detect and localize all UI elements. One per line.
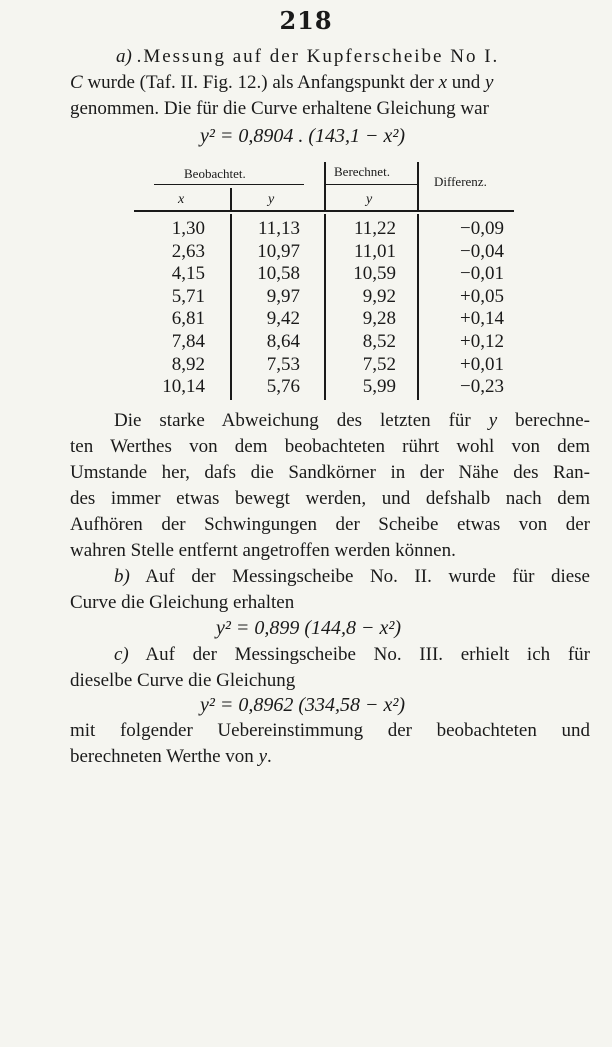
cell-y-calculated: 9,92 <box>362 285 396 307</box>
rule-horizontal-sub <box>154 184 304 185</box>
page-number: 218 <box>279 6 333 35</box>
paragraph-line <box>70 642 590 668</box>
text: Auf der Messingscheibe No. III. erhielt ich für <box>128 644 590 665</box>
cell-x: 6,81 <box>171 308 205 330</box>
label-a: a) <box>116 46 132 67</box>
rule-vertical <box>417 214 419 400</box>
rule-horizontal <box>134 210 514 212</box>
rule-vertical <box>230 188 232 210</box>
variable-y: y <box>485 72 494 93</box>
paragraph-a-line-3: genommen. Die für die Curve erhaltene Gleichung war <box>70 98 489 119</box>
formula-b: y² = 0,899 (144,8 − x²) <box>216 617 402 639</box>
cell-y-observed: 10,58 <box>257 263 300 285</box>
header-y-calculated: y <box>366 192 373 207</box>
cell-x: 2,63 <box>171 240 205 262</box>
header-y-observed: y <box>268 192 275 207</box>
cell-difference: +0,01 <box>460 353 504 375</box>
paragraph-line: mit folgender Uebereinstimmung der beobachteten und <box>70 720 590 741</box>
cell-y-calculated: 10,59 <box>353 263 396 285</box>
paragraph-a <box>70 44 590 122</box>
paragraph-line: des immer etwas bewegt werden, und defshalb nach dem <box>70 488 590 509</box>
paragraph-line <box>70 408 590 434</box>
heading-text: .Messung auf der Kupferscheibe No I. <box>136 46 500 67</box>
cell-y-calculated: 11,22 <box>353 218 396 239</box>
cell-y-calculated: 9,28 <box>362 308 396 330</box>
cell-y-observed: 11,13 <box>257 218 300 239</box>
variable-y: y <box>258 746 267 767</box>
cell-y-observed: 10,97 <box>257 240 300 262</box>
cell-x: 5,71 <box>171 285 205 307</box>
text: und <box>447 72 486 93</box>
cell-difference: +0,05 <box>460 285 504 307</box>
cell-difference: +0,14 <box>460 308 504 330</box>
cell-x: 1,30 <box>171 218 205 239</box>
header-beobachtet: Beobachtet. <box>184 166 246 181</box>
cell-y-observed: 9,42 <box>266 308 300 330</box>
paragraph-line <box>70 564 590 590</box>
paragraph-line: Umstande her, dafs die Sandkörner in der Nähe des Ran- <box>70 462 590 483</box>
cell-difference: −0,01 <box>460 263 504 285</box>
header-berechnet: Berechnet. <box>334 164 390 179</box>
cell-y-observed: 7,53 <box>266 353 300 375</box>
formula-a: y² = 0,8904 . (143,1 − x²) <box>200 125 406 147</box>
label-c: c) <box>114 644 129 665</box>
cell-y-calculated: 5,99 <box>362 376 396 398</box>
cell-x: 8,92 <box>171 353 205 375</box>
cell-y-observed: 5,76 <box>266 376 300 398</box>
paragraph-b <box>70 564 590 616</box>
paragraph-c <box>70 642 590 694</box>
paragraph-line: Aufhören der Schwingungen der Scheibe etwas von der <box>70 514 590 535</box>
text: Auf der Messingscheibe No. II. wurde für diese <box>129 566 590 587</box>
text: berechneten Werthe von <box>70 746 259 767</box>
cell-difference: −0,09 <box>460 218 504 239</box>
cell-x: 7,84 <box>171 331 205 352</box>
rule-vertical <box>324 162 326 210</box>
formula-c: y² = 0,8962 (334,58 − x²) <box>200 694 406 716</box>
cell-x: 4,15 <box>171 263 205 285</box>
text: wurde (Taf. II. Fig. 12.) als Anfangspunkt der <box>82 72 439 93</box>
rule-horizontal-sub <box>324 184 417 185</box>
paragraph-line: ten Werthes von dem beobachteten rührt wohl von dem <box>70 436 590 457</box>
paragraph-line: Curve die Gleichung erhalten <box>70 592 295 613</box>
cell-y-calculated: 8,52 <box>362 331 396 352</box>
label-b: b) <box>114 566 130 587</box>
cell-y-calculated: 11,01 <box>353 240 396 262</box>
paragraph-a-line-1 <box>70 44 590 70</box>
cell-y-calculated: 7,52 <box>362 353 396 375</box>
cell-y-observed: 9,97 <box>266 285 300 307</box>
text: . <box>267 746 272 767</box>
cell-difference: +0,12 <box>460 331 504 352</box>
paragraph-a-line-2 <box>70 70 590 96</box>
text: berechne- <box>497 410 590 431</box>
paragraph-end <box>70 718 590 770</box>
paragraph-line: wahren Stelle entfernt angetroffen werden können. <box>70 540 456 561</box>
text: Die starke Abweichung des letzten für <box>114 410 489 431</box>
variable-y: y <box>488 410 498 431</box>
cell-difference: −0,23 <box>460 376 504 398</box>
paragraph-abweichung <box>70 408 590 564</box>
cell-y-observed: 8,64 <box>266 331 300 352</box>
rule-vertical <box>324 214 326 400</box>
header-differenz: Differenz. <box>434 174 487 189</box>
cell-difference: −0,04 <box>460 240 504 262</box>
paragraph-line: dieselbe Curve die Gleichung <box>70 670 296 691</box>
header-x: x <box>178 192 185 207</box>
paragraph-line <box>70 744 590 770</box>
cell-x: 10,14 <box>162 376 205 398</box>
variable-C: C <box>70 72 83 93</box>
variable-x: x <box>438 72 448 93</box>
rule-vertical <box>417 162 419 210</box>
